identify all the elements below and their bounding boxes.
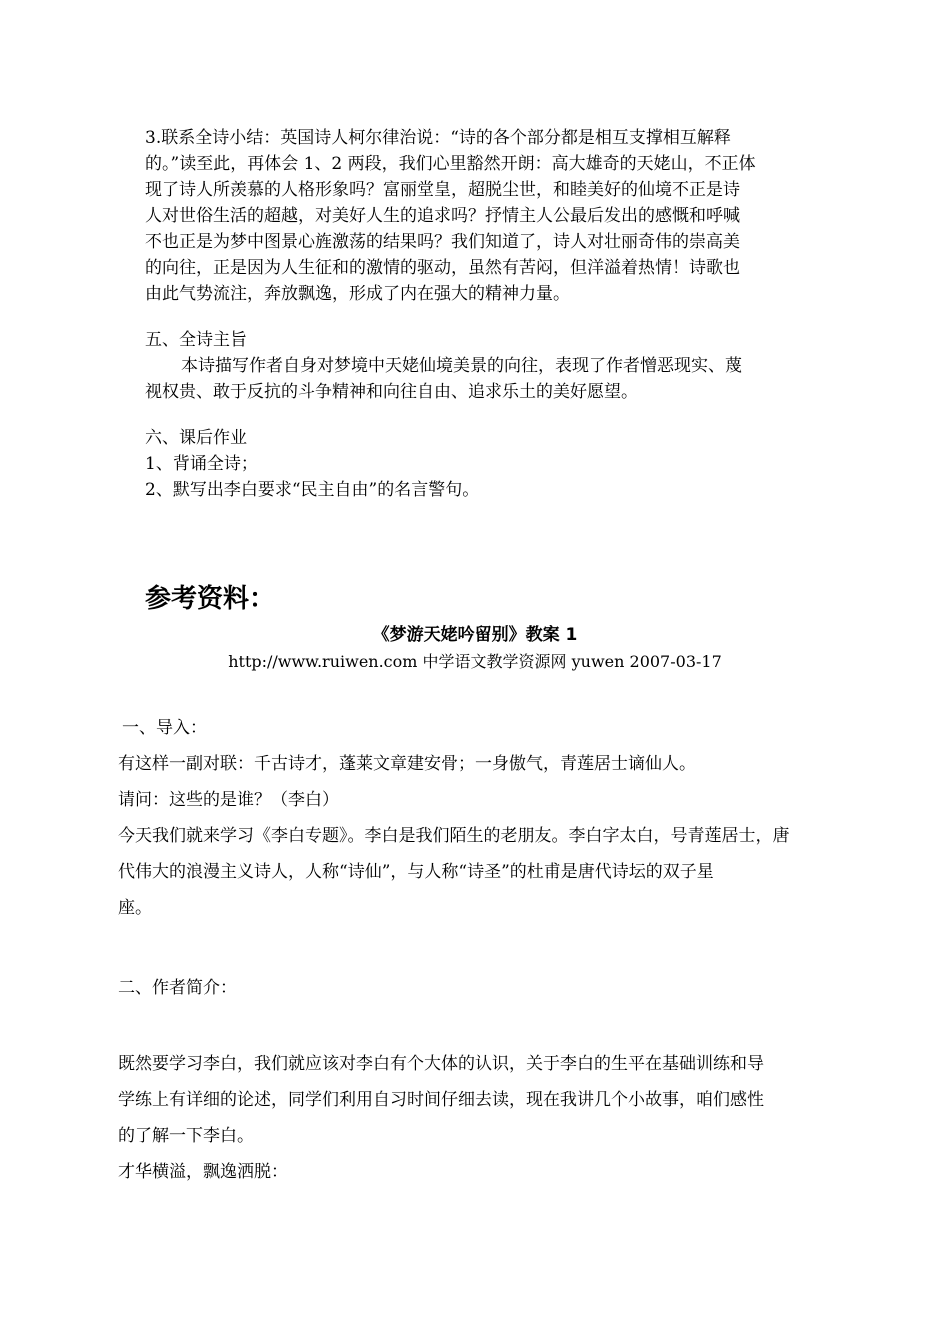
paragraph-line: 今天我们就来学习《李白专题》。李白是我们陌生的老朋友。李白字太白，号青莲居士，唐: [118, 826, 790, 846]
homework-item: 2、默写出李白要求“民主自由”的名言警句。: [145, 480, 480, 500]
homework-item: 1、背诵全诗；: [145, 454, 258, 474]
paragraph-line: 请问：这些的是谁？（李白）: [118, 790, 339, 810]
intro-section: [118, 746, 790, 926]
paragraph-line: 本诗描写作者自身对梦境中天姥仙境美景的向往，表现了作者憎恶现实、蔑: [181, 356, 742, 376]
paragraph-line: 才华横溢，飘逸洒脱：: [118, 1162, 288, 1182]
paragraph-line: 的。”读至此，再体会 1、2 两段，我们心里豁然开朗：高大雄奇的天姥山，不正体: [145, 154, 756, 174]
reference-heading: 参考资料：: [145, 584, 276, 614]
intro-heading-block: [118, 710, 207, 746]
section-heading: 一、导入：: [122, 718, 207, 738]
source-line: http://www.ruiwen.com 中学语文教学资源网 yuwen 2007-03-17: [228, 652, 722, 671]
section-6-homework: [145, 425, 479, 503]
section-heading: 二、作者简介：: [118, 978, 237, 998]
paragraph-line: 学练上有详细的论述，同学们利用自习时间仔细去读，现在我讲几个小故事，咱们感性: [118, 1090, 764, 1110]
paragraph-line: 3.联系全诗小结：英国诗人柯尔律治说：“诗的各个部分都是相互支撑相互解释: [145, 128, 731, 148]
paragraph-line: 人对世俗生活的超越，对美好人生的追求吗？抒情主人公最后发出的感慨和呼喊: [145, 206, 740, 226]
lesson-plan-title: 《梦游天姥吟留别》教案 1: [372, 625, 578, 645]
paragraph-line: 视权贵、敢于反抗的斗争精神和向往自由、追求乐土的美好愿望。: [145, 382, 638, 402]
paragraph-line: 不也正是为梦中图景心旌激荡的结果吗？我们知道了，诗人对壮丽奇伟的崇高美: [145, 232, 740, 252]
paragraph-line: 有这样一副对联：千古诗才，蓬莱文章建安骨；一身傲气，青莲居士谪仙人。: [118, 754, 696, 774]
paragraph-line: 由此气势流注，奔放飘逸，形成了内在强大的精神力量。: [145, 284, 570, 304]
author-heading-block: [118, 970, 237, 1006]
paragraph-line: 现了诗人所羡慕的人格形象吗？富丽堂皇，超脱尘世，和睦美好的仙境不正是诗: [145, 180, 740, 200]
section-heading: 五、全诗主旨: [145, 330, 247, 350]
section-3-summary: [145, 125, 756, 307]
paragraph-line: 代伟大的浪漫主义诗人，人称“诗仙”，与人称“诗圣”的杜甫是唐代诗坛的双子星: [118, 862, 714, 882]
paragraph-line: 的向往，正是因为人生征和的激情的驱动，虽然有苦闷，但洋溢着热情！诗歌也: [145, 258, 740, 278]
paragraph-line: 座。: [118, 898, 152, 918]
author-section: [118, 1046, 764, 1190]
paragraph-line: 的了解一下李白。: [118, 1126, 254, 1146]
section-heading: 六、课后作业: [145, 428, 247, 448]
paragraph-line: 既然要学习李白，我们就应该对李白有个大体的认识，关于李白的生平在基础训练和导: [118, 1054, 764, 1074]
section-5-theme: [145, 327, 742, 405]
